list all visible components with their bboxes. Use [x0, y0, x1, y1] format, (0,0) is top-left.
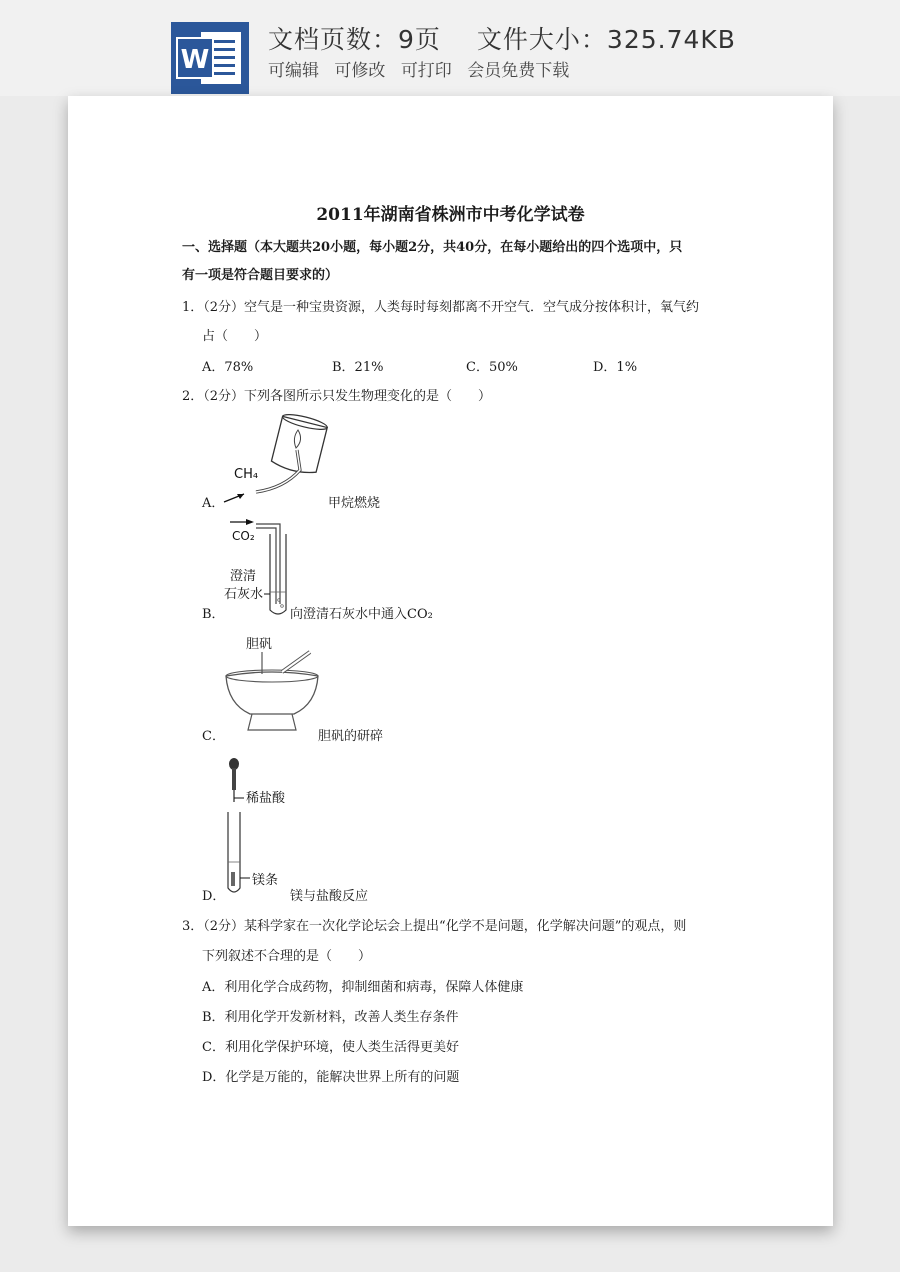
q1-stem-line1: 1．（2分）空气是一种宝贵资源，人类每时每刻都离不开空气．空气成分按体积计，氧气约: [182, 300, 700, 315]
q2-option-a-letter: A．: [202, 496, 225, 511]
limewater-co2-figure: [218, 514, 300, 620]
feature-member-download: 会员免费下载: [467, 61, 570, 81]
q3-option-d: D．化学是万能的，能解决世界上所有的问题: [202, 1070, 460, 1085]
section-heading-line2: 有一项是符合题目要求的）: [182, 268, 339, 283]
section-heading-line1: 一、选择题（本大题共20小题，每小题2分，共40分，在每小题给出的四个选项中，只: [182, 240, 683, 255]
file-info: [268, 20, 736, 56]
q3-option-a: A．利用化学合成药物，抑制细菌和病毒，保障人体健康: [202, 980, 524, 995]
q1-option-b: B．21%: [332, 360, 384, 375]
feature-modifiable: 可修改: [334, 61, 386, 81]
file-size: 文件大小：325.74KB: [476, 25, 736, 54]
q2-option-b-caption: 向澄清石灰水中通入CO₂: [290, 607, 433, 622]
exam-title: 2011年湖南省株洲市中考化学试卷: [316, 205, 585, 225]
word-document-icon: [171, 22, 249, 94]
q1-stem-line2: 占（ ）: [202, 329, 268, 344]
svg-text:CH₄: CH₄: [234, 467, 259, 482]
q3-stem-line2: 下列叙述不合理的是（ ）: [202, 949, 372, 964]
document-page: [68, 96, 833, 1226]
q3-stem-line1: 3．（2分）某科学家在一次化学论坛会上提出“化学不是问题，化学解决问题”的观点，则: [182, 919, 687, 934]
svg-text:胆矾: 胆矾: [246, 637, 273, 652]
q2-option-d-letter: D．: [202, 889, 226, 904]
q1-option-d: D．1%: [593, 360, 638, 375]
feature-printable: 可打印: [400, 61, 452, 81]
q1-option-a: A．78%: [202, 360, 254, 375]
svg-text:W: W: [180, 45, 210, 75]
q3-option-b: B．利用化学开发新材料，改善人类生存条件: [202, 1010, 459, 1025]
feature-list: [268, 56, 579, 81]
svg-text:石灰水: 石灰水: [224, 587, 264, 602]
magnesium-acid-figure: [220, 756, 304, 898]
feature-editable: 可编辑: [268, 61, 319, 81]
q2-option-c-letter: C．: [202, 729, 225, 744]
q2-option-c-caption: 胆矾的研碎: [318, 729, 384, 744]
mortar-grinding-figure: [222, 634, 322, 740]
q2-stem: 2．（2分）下列各图所示只发生物理变化的是（ ）: [182, 389, 492, 404]
q2-option-a-caption: 甲烷燃烧: [328, 496, 381, 511]
q2-option-d-caption: 镁与盐酸反应: [290, 889, 369, 904]
download-banner: [0, 0, 900, 96]
q2-option-b-letter: B．: [202, 607, 225, 622]
svg-text:CO₂: CO₂: [232, 529, 255, 543]
svg-text:澄清: 澄清: [230, 569, 257, 584]
q3-option-c: C．利用化学保护环境，使人类生活得更美好: [202, 1040, 459, 1055]
methane-burning-figure: [220, 408, 330, 506]
svg-text:稀盐酸: 稀盐酸: [246, 791, 286, 806]
page-count: 文档页数：9页: [268, 25, 441, 54]
q1-option-c: C．50%: [466, 360, 518, 375]
svg-text:镁条: 镁条: [252, 873, 279, 888]
